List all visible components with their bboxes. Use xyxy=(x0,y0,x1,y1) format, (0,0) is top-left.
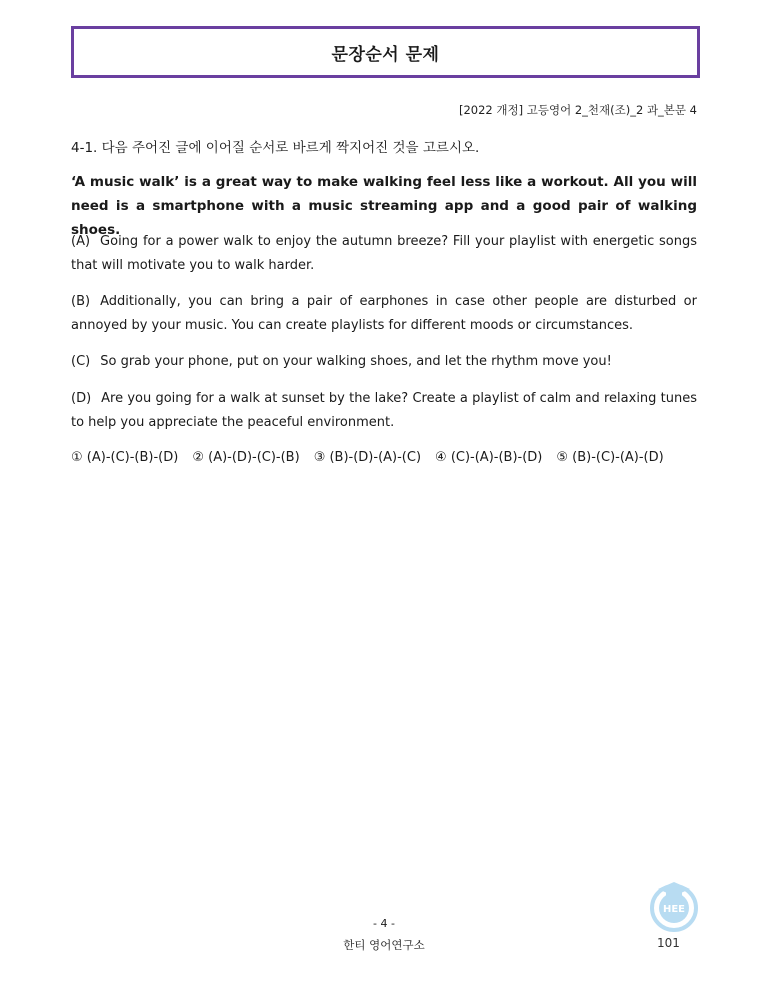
paragraph-tag: (C) xyxy=(71,354,91,369)
paragraph-text: So grab your phone, put on your walking shoes, and let the rhythm move you! xyxy=(100,354,612,369)
logo-text: HEE xyxy=(662,904,686,915)
paragraph-b xyxy=(71,290,697,338)
footer-organization: 한티 영어연구소 xyxy=(343,938,425,952)
paragraph-text: Additionally, you can bring a pair of earphones in case other people are disturbed or annoyed by your music. You can create playlists for different moods or circumstances. xyxy=(71,294,697,333)
source-label: [2022 개정] 고등영어 2_천재(조)_2 과_본문 4 xyxy=(459,103,697,117)
paragraph-text: Are you going for a walk at sunset by the lake? Create a playlist of calm and relaxing tunes to help you appreciate the peaceful environment. xyxy=(71,391,697,430)
title-box xyxy=(71,26,700,78)
choice-3: ③ (B)-(D)-(A)-(C) xyxy=(313,450,422,465)
page-title: 문장순서 문제 xyxy=(331,44,440,65)
choice-4: ④ (C)-(A)-(B)-(D) xyxy=(435,450,543,465)
page-number: 101 xyxy=(657,936,680,950)
choice-5: ⑤ (B)-(C)-(A)-(D) xyxy=(556,450,664,465)
paragraph-a xyxy=(71,230,697,278)
paragraph-d xyxy=(71,387,697,435)
answer-choices xyxy=(71,450,701,465)
paragraph-c xyxy=(71,350,697,374)
paragraph-tag: (A) xyxy=(71,234,91,249)
paragraph-tag: (D) xyxy=(71,391,92,406)
paragraph-text: Going for a power walk to enjoy the autumn breeze? Fill your playlist with energetic songs that will motivate you to walk harder. xyxy=(71,234,697,273)
choice-2: ② (A)-(D)-(C)-(B) xyxy=(192,450,300,465)
paragraph-tag: (B) xyxy=(71,294,91,309)
choice-1: ① (A)-(C)-(B)-(D) xyxy=(71,450,179,465)
intro-paragraph: ‘A music walk’ is a great way to make walking feel less like a workout. All you will need is a smartphone with a music streaming app and a good pair of walking shoes. xyxy=(71,174,697,238)
footer-page-indicator: - 4 - xyxy=(373,917,395,930)
question-text: 4-1. 다음 주어진 글에 이어질 순서로 바르게 짝지어진 것을 고르시오. xyxy=(71,140,480,156)
